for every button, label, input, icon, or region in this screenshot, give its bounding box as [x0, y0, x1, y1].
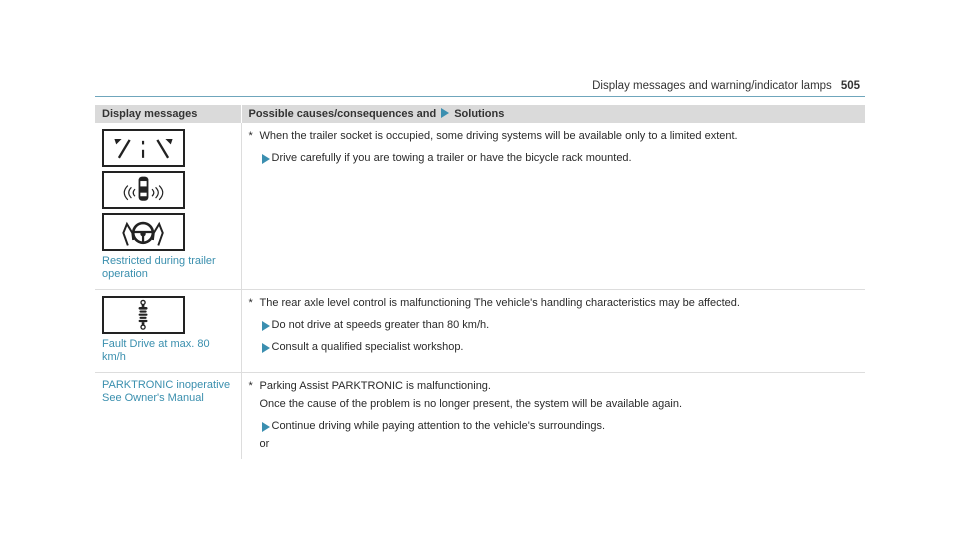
table-row	[95, 290, 865, 373]
parking-sensor-icon	[102, 171, 185, 209]
table-header-row	[95, 105, 865, 123]
message-sublabel: See Owner's Manual	[102, 392, 204, 404]
message-label: Fault Drive at max. 80 km/h	[102, 338, 210, 363]
solution-cell	[241, 290, 865, 373]
message-label: PARKTRONIC inoperative	[102, 379, 231, 391]
cause-text	[249, 129, 859, 143]
play-arrow-icon	[262, 321, 270, 331]
col-header-messages: Display messages	[95, 105, 241, 123]
suspension-icon	[102, 296, 185, 334]
solution-step	[249, 419, 859, 433]
cause-body: Parking Assist PARKTRONIC is malfunctioning.	[259, 380, 491, 392]
cause-text	[249, 296, 859, 310]
message-cell	[95, 290, 241, 373]
col-header-causes-label: Possible causes/consequences and	[248, 108, 437, 120]
solution-step	[249, 318, 859, 332]
play-arrow-icon	[262, 422, 270, 432]
solution-cell	[241, 123, 865, 290]
play-arrow-icon	[262, 343, 270, 353]
play-arrow-icon	[441, 108, 449, 118]
play-arrow-icon	[262, 154, 270, 164]
solution-step	[249, 151, 859, 165]
cause-body: The rear axle level control is malfunctioning The vehicle's handling characteristics may be affected.	[259, 297, 740, 309]
cause-text	[249, 379, 859, 393]
col-header-causes	[241, 105, 865, 123]
solution-cell	[241, 373, 865, 460]
solution-step	[249, 340, 859, 354]
steering-assist-icon	[102, 213, 185, 251]
step-text: Continue driving while paying attention to the vehicle's surroundings.	[271, 420, 606, 432]
section-title: Display messages and warning/indicator lamps	[592, 80, 832, 92]
step-text: Consult a qualified specialist workshop.	[271, 341, 464, 353]
display-messages-table	[95, 105, 865, 459]
message-cell	[95, 123, 241, 290]
lane-assist-icon	[102, 129, 185, 167]
table-row	[95, 373, 865, 460]
cause-extra-text: Once the cause of the problem is no longer present, the system will be available again.	[259, 398, 683, 410]
col-header-solutions-label: Solutions	[454, 108, 505, 120]
table-row	[95, 123, 865, 290]
message-label: Restricted during trailer operation	[102, 255, 216, 280]
trailing-or: or	[259, 438, 270, 450]
footnote-star: *	[248, 130, 253, 142]
step-text: Do not drive at speeds greater than 80 km/h.	[271, 319, 490, 331]
page-number: 505	[840, 80, 860, 92]
message-cell	[95, 373, 241, 460]
cause-body: When the trailer socket is occupied, some driving systems will be available only to a limited extent.	[259, 130, 738, 142]
step-text: Drive carefully if you are towing a trailer or have the bicycle rack mounted.	[271, 152, 632, 164]
page-header	[592, 80, 860, 92]
footnote-star: *	[248, 297, 253, 309]
footnote-star: *	[248, 380, 253, 392]
header-rule	[95, 96, 865, 97]
